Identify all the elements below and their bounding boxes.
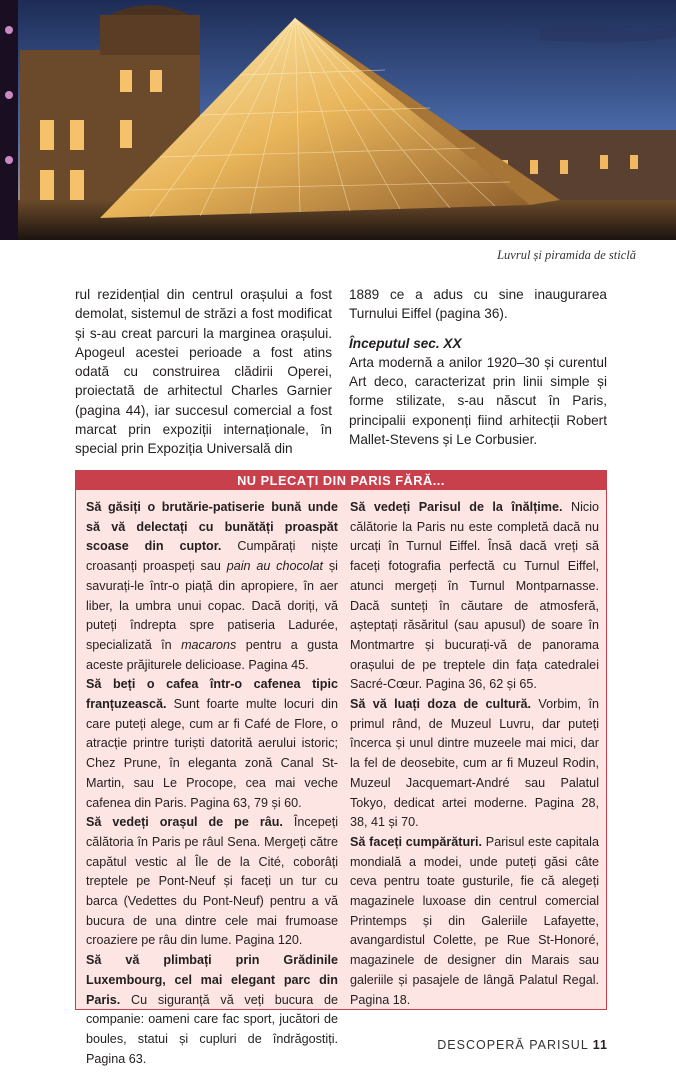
- footer-label: DESCOPERĂ PARISUL: [437, 1038, 589, 1052]
- tip-lead: Să faceți cumpărături.: [350, 834, 483, 849]
- tip-lead: Să beți o cafea într-o cafenea tipic franțuzească.: [86, 677, 338, 712]
- tips-box-title: NU PLECAȚI DIN PARIS FĂRĂ...: [76, 471, 606, 490]
- tip-item: Să găsiți o brutărie-patiserie bună unde să vă delectați cu bunătăți proaspăt scoase din cuptor. Cumpărați niște croasanți proaspeți sau pain au chocolat și savurați-le într-o piață din apropiere, în aer liber, la umbra unui copac. Dacă doriți, vă puteți îndrepta spre patiseria Ladurée, specializată în macarons pentru a gusta aceste prăjiturele delicioase. Pagina 45.: [86, 500, 338, 672]
- tip-item: Să vedeți orașul de pe râu. Începeți călătoria în Paris pe râul Sena. Mergeți către capătul vestic al Île de la Cité, coborâți treptele pe Pont-Neuf și faceți un tur cu barca (Vedettes du Pont-Neuf) pentru a vă bucura de una dintre cele mai frumoase croaziere pe râu din lume. Pagina 120.: [86, 815, 338, 948]
- tips-column-right: [350, 498, 599, 1010]
- tip-item: Să vă luați doza de cultură. Vorbim, în primul rând, de Muzeul Luvru, dar puteți încerca și unul dintre muzeele mai mici, dar la fel de deosebite, cum ar fi Muzeul Rodin, Muzeul Jacquemart-André sau Palatul Tokyo, dedicat artei moderne. Pagina 28, 38, 41 și 70.: [350, 697, 599, 830]
- louvre-pyramid-photo: [0, 0, 676, 240]
- body-paragraph: rul rezidențial din centrul orașului a fost demolat, sistemul de străzi a fost modificat și s-au creat parcuri la marginea orașului. Apogeul acestei perioade a fost atins odată cu construirea clădirii Operei, proiectată de arhitectul Charles Garnier (pagina 44), iar succesul comercial a fost marcat prin expoziții internaționale, în special prin Expoziția Universală din: [75, 287, 332, 457]
- article-column-left: [75, 285, 332, 459]
- section-heading: Începutul sec. XX: [349, 335, 462, 351]
- tip-item: Să vedeți Parisul de la înălțime. Nicio călătorie la Paris nu este completă dacă nu urcați în Turnul Eiffel. Însă dacă vreți să faceți fotografia perfectă cu Turnul Eiffel, atunci mergeți în Turnul Montparnasse. Dacă sunteți în căutare de atmosferă, așteptați răsăritul (sau apusul) de soare în Montmartre și bucurați-vă de panorama orașului de pe treptele din fața catedralei Sacré-Cœur. Pagina 36, 62 și 65.: [350, 500, 599, 692]
- tip-lead: Să vă luați doza de cultură.: [350, 697, 532, 712]
- page-footer: [437, 1038, 608, 1052]
- body-paragraph: Arta modernă a anilor 1920–30 și curentul Art deco, caracterizat prin linii simple și forme stilizate, s-au născut în Paris, principalii exponenți fiind arhitecții Robert Mallet-Stevens și Le Corbusier.: [349, 354, 607, 448]
- tip-lead: Să vedeți orașul de pe râu.: [86, 815, 283, 830]
- article-column-right: [349, 285, 607, 449]
- tip-lead: Să vă plimbați prin Grădinile Luxembourg, cel mai elegant parc din Paris.: [86, 953, 338, 1007]
- tip-item: Să beți o cafea într-o cafenea tipic franțuzească. Sunt foarte multe locuri din care puteți alege, cum ar fi Café de Flore, o atracție printre turiști datorită aerului istoric; Chez Prune, în eleganta zonă Canal St-Martin, sau Le Procope, cea mai veche cafenea din Paris. Pagina 63, 79 și 60.: [86, 677, 338, 810]
- body-paragraph: 1889 ce a adus cu sine inaugurarea Turnului Eiffel (pagina 36).: [349, 287, 607, 322]
- tip-lead: Să găsiți o brutărie-patiserie bună unde să vă delectați cu bunătăți proaspăt scoase din cuptor.: [86, 500, 338, 554]
- tip-item: Să faceți cumpărături. Parisul este capitala mondială a modei, unde puteți găsi câte ceva pentru toate gusturile, fie că alegeți magazinele luxoase din centrul comercial Printemps și din Galeriile Lafayette, avangardistul Colette, pe Rue St-Honoré, magazinele de designer din Marais sau galeriile și pasajele de lângă Palatul Regal. Pagina 18.: [350, 834, 599, 1007]
- tips-column-left: [86, 498, 338, 1069]
- tip-lead: Să vedeți Parisul de la înălțime.: [350, 500, 563, 514]
- photo-caption: Luvrul și piramida de sticlă: [497, 248, 636, 262]
- page-number: 11: [592, 1038, 608, 1052]
- tip-item: Să vă plimbați prin Grădinile Luxembourg, cel mai elegant parc din Paris. Cu siguranță vă veți bucura de companie: oameni care fac sport, jucători de boules, statui și cupluri de îndrăgostiți. Pagina 63.: [86, 953, 338, 1066]
